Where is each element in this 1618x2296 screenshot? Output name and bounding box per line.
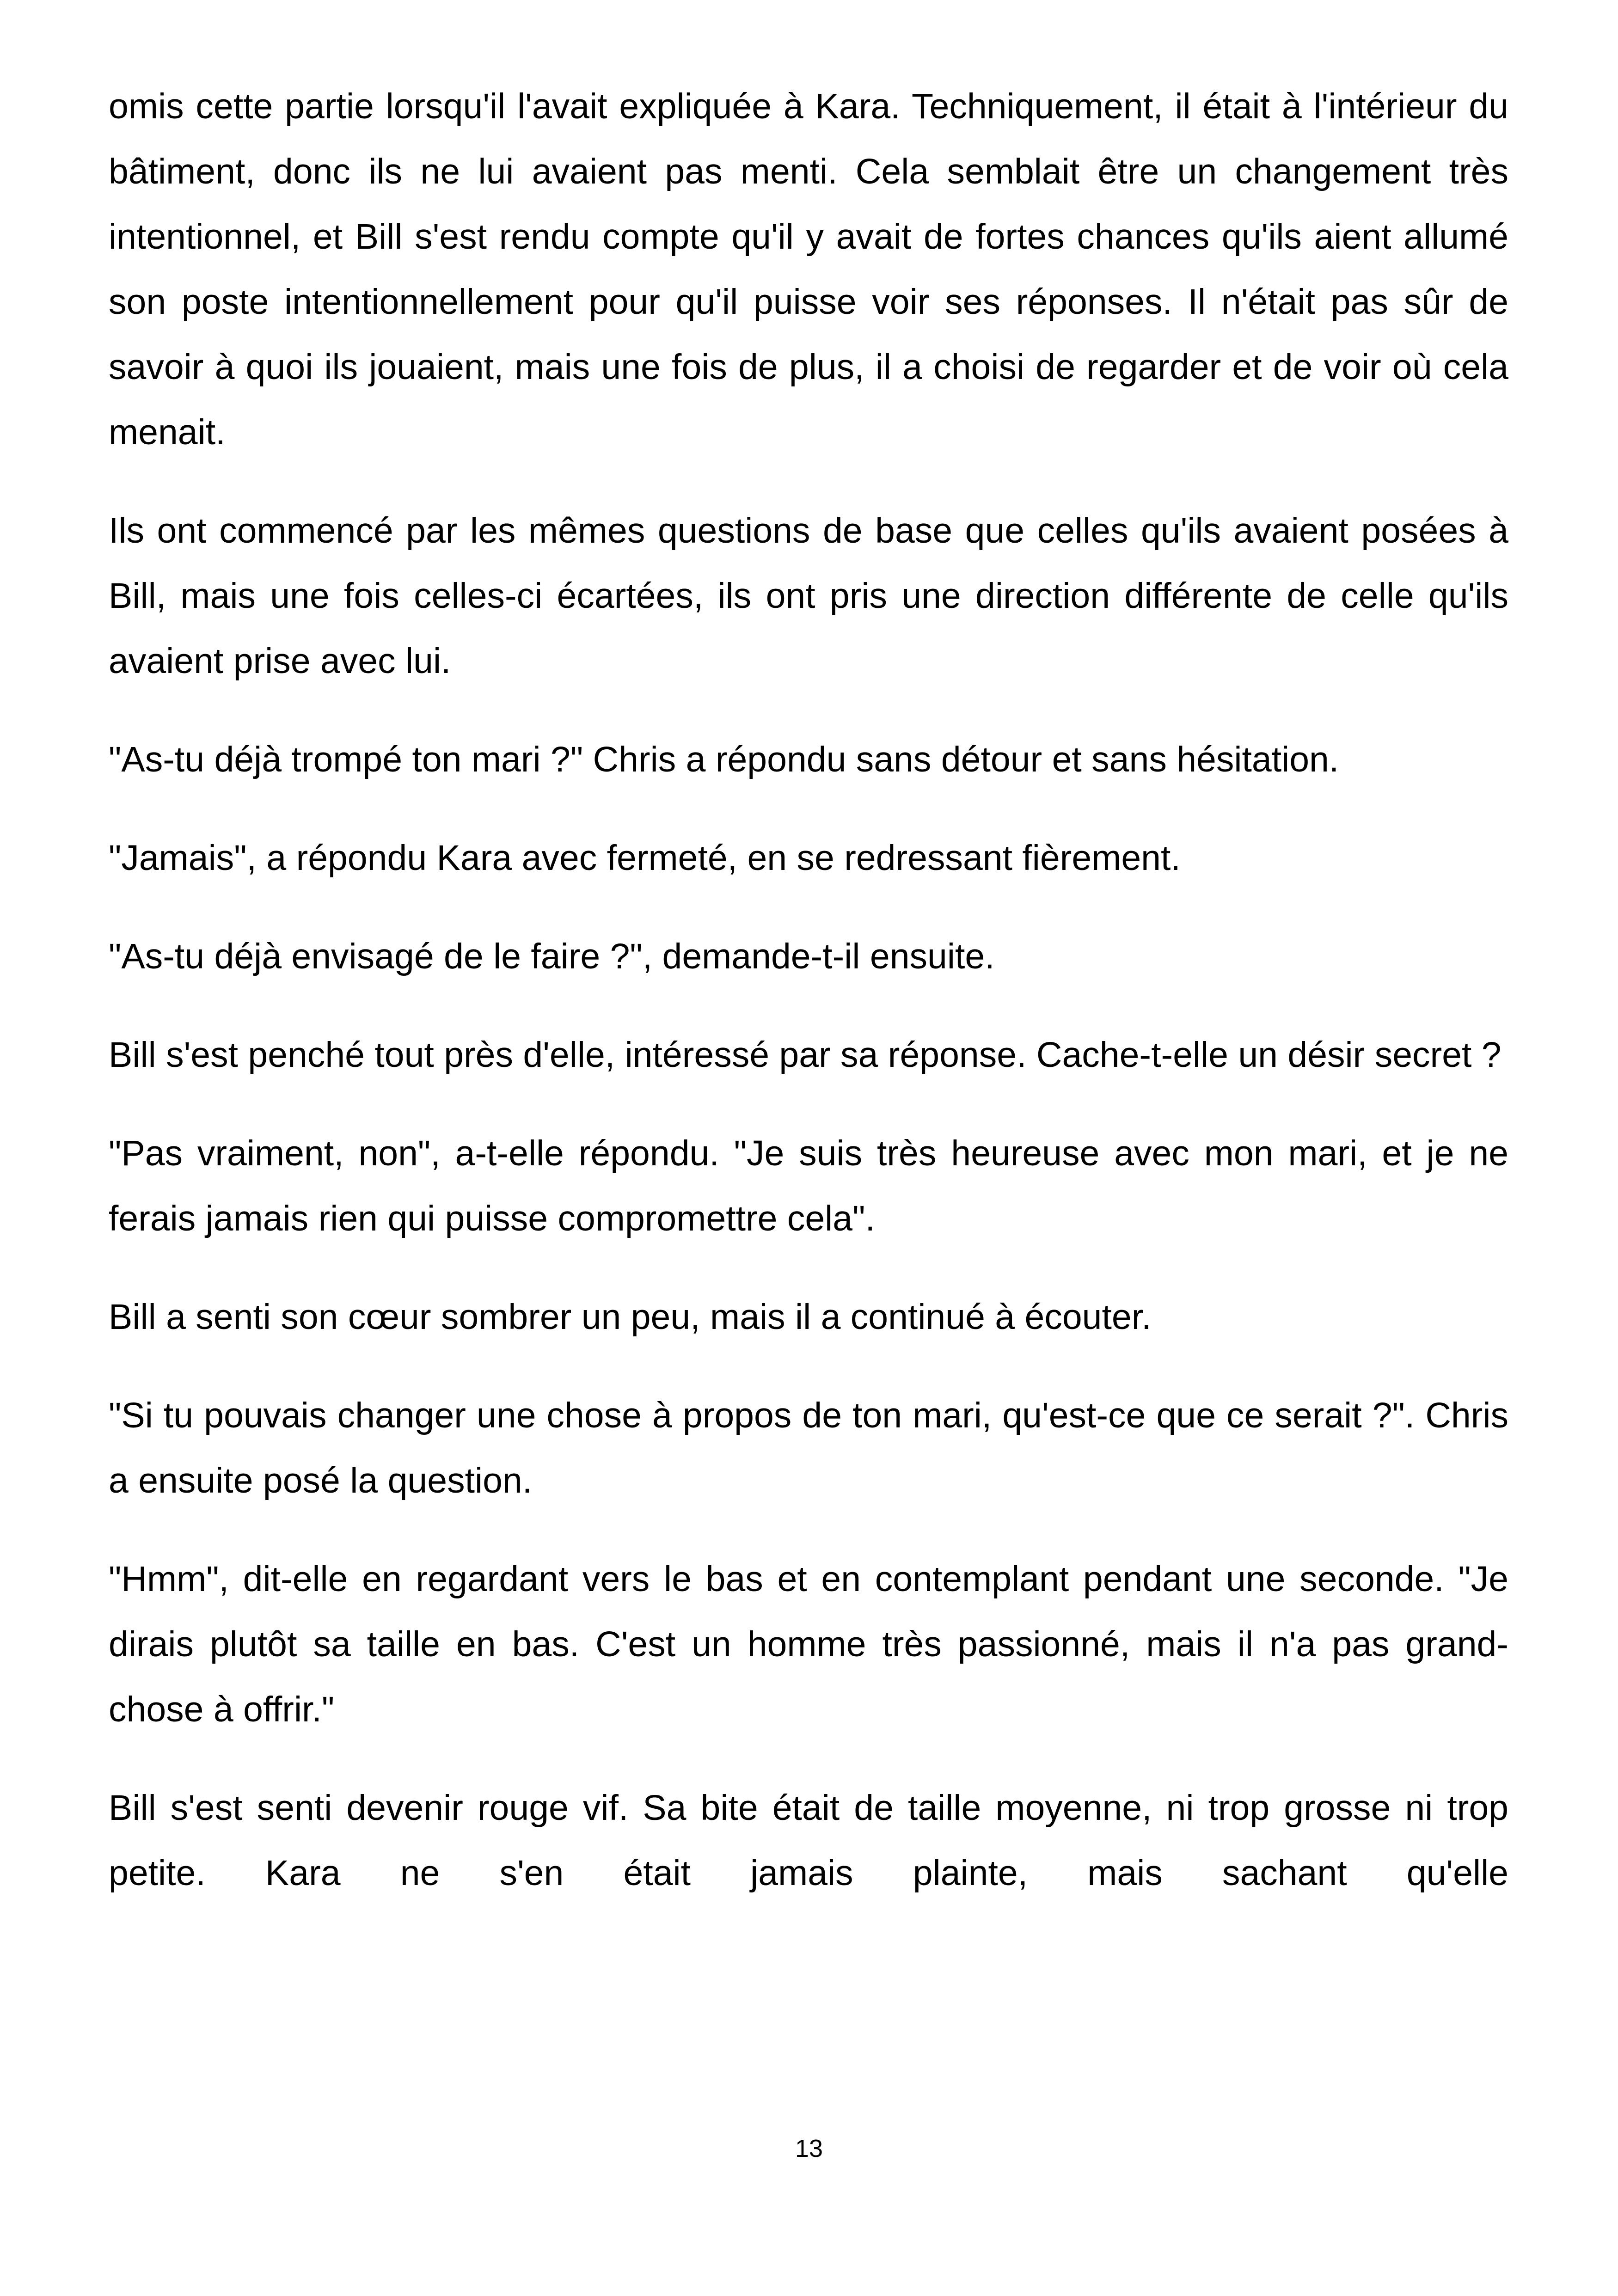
paragraph-3: "As-tu déjà trompé ton mari ?" Chris a répondu sans détour et sans hésitation. — [109, 740, 1339, 779]
paragraph-2: Ils ont commencé par les mêmes questions de base que celles qu'ils avaient posées à Bill, mais une fois celles-ci écartées, ils ont pris une direction différente de celle qu'ils avaient prise avec lui. — [109, 511, 1508, 681]
paragraph-8: Bill a senti son cœur sombrer un peu, mais il a continué à écouter. — [109, 1297, 1152, 1337]
page-number: 13 — [795, 2135, 823, 2162]
body-text — [109, 74, 1508, 1906]
paragraph-5: "As-tu déjà envisagé de le faire ?", demande-t-il ensuite. — [109, 937, 995, 976]
paragraph-11: Bill s'est senti devenir rouge vif. Sa bite était de taille moyenne, ni trop grosse ni trop petite. Kara ne s'en était jamais plainte, mais sachant qu'elle — [109, 1788, 1508, 1893]
paragraph-9: "Si tu pouvais changer une chose à propos de ton mari, qu'est-ce que ce serait ?". Chris a ensuite posé la question. — [109, 1396, 1508, 1500]
paragraph-6: Bill s'est penché tout près d'elle, intéressé par sa réponse. Cache-t-elle un désir secret ? — [109, 1035, 1502, 1075]
paragraph-4: "Jamais", a répondu Kara avec fermeté, en se redressant fièrement. — [109, 838, 1181, 878]
paragraph-10: "Hmm", dit-elle en regardant vers le bas et en contemplant pendant une seconde. "Je dirais plutôt sa taille en bas. C'est un homme très passionné, mais il n'a pas grand-chose à offrir." — [109, 1559, 1508, 1729]
paragraph-7: "Pas vraiment, non", a-t-elle répondu. "Je suis très heureuse avec mon mari, et je ne ferais jamais rien qui puisse compromettre cela". — [109, 1133, 1508, 1238]
paragraph-1: omis cette partie lorsqu'il l'avait expliquée à Kara. Techniquement, il était à l'intérieur du bâtiment, donc ils ne lui avaient pas menti. Cela semblait être un changement très intentionnel, et Bill s'est rendu compte qu'il y avait de fortes chances qu'ils aient allumé son poste intentionnellement pour qu'il puisse voir ses réponses. Il n'était pas sûr de savoir à quoi ils jouaient, mais une fois de plus, il a choisi de regarder et de voir où cela menait. — [109, 86, 1508, 452]
